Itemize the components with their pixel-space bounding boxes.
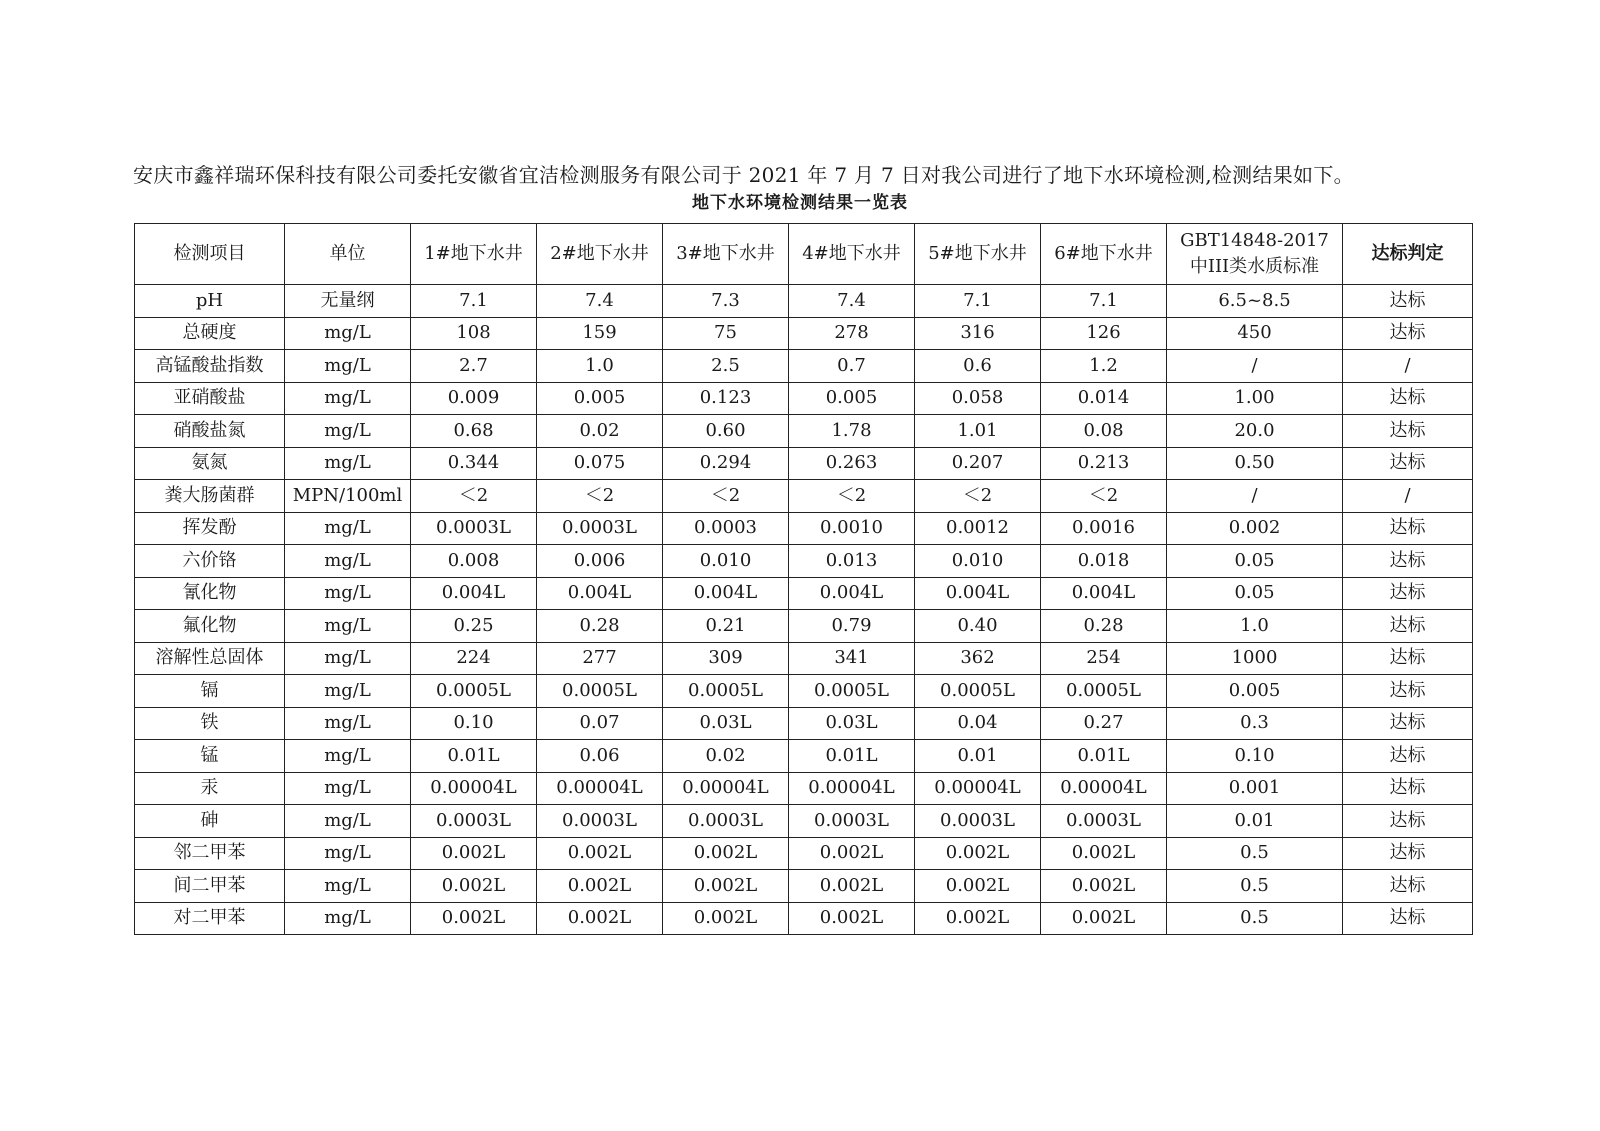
header-well-4: 4#地下水井: [789, 224, 915, 285]
row-item-cell: 邻二甲苯: [135, 837, 285, 870]
row-item-cell: 氰化物: [135, 577, 285, 610]
table-row: [135, 870, 1473, 903]
row-well-2-cell: 0.28: [537, 610, 663, 643]
row-unit-cell: mg/L: [285, 577, 411, 610]
row-judgement-cell: 达标: [1343, 837, 1473, 870]
row-unit-cell: MPN/100ml: [285, 480, 411, 513]
row-judgement-cell: 达标: [1343, 805, 1473, 838]
row-well-6-cell: ＜2: [1041, 480, 1167, 513]
row-well-4-cell: 7.4: [789, 285, 915, 318]
row-well-4-cell: 0.005: [789, 382, 915, 415]
row-well-5-cell: 362: [915, 642, 1041, 675]
row-well-4-cell: 0.79: [789, 610, 915, 643]
row-well-6-cell: 0.00004L: [1041, 772, 1167, 805]
row-well-6-cell: 0.002L: [1041, 870, 1167, 903]
row-well-5-cell: 0.04: [915, 707, 1041, 740]
row-unit-cell: mg/L: [285, 447, 411, 480]
row-well-5-cell: 316: [915, 317, 1041, 350]
table-row: [135, 902, 1473, 935]
row-well-3-cell: 0.002L: [663, 837, 789, 870]
table-row: [135, 837, 1473, 870]
row-well-3-cell: 0.03L: [663, 707, 789, 740]
row-unit-cell: mg/L: [285, 642, 411, 675]
row-unit-cell: mg/L: [285, 610, 411, 643]
table-row: [135, 350, 1473, 383]
row-judgement-cell: 达标: [1343, 382, 1473, 415]
row-well-3-cell: 0.02: [663, 740, 789, 773]
row-well-1-cell: 0.0005L: [411, 675, 537, 708]
row-judgement-cell: 达标: [1343, 772, 1473, 805]
row-well-1-cell: 0.008: [411, 545, 537, 578]
row-well-4-cell: 0.0010: [789, 512, 915, 545]
row-well-2-cell: 0.006: [537, 545, 663, 578]
row-well-3-cell: 0.0003: [663, 512, 789, 545]
row-well-1-cell: 0.68: [411, 415, 537, 448]
row-item-cell: 汞: [135, 772, 285, 805]
table-row: [135, 707, 1473, 740]
row-judgement-cell: 达标: [1343, 317, 1473, 350]
row-item-cell: 氨氮: [135, 447, 285, 480]
row-judgement-cell: 达标: [1343, 707, 1473, 740]
row-well-2-cell: 0.004L: [537, 577, 663, 610]
row-well-2-cell: 0.002L: [537, 902, 663, 935]
row-well-5-cell: 0.207: [915, 447, 1041, 480]
row-well-5-cell: 0.01: [915, 740, 1041, 773]
row-well-5-cell: 7.1: [915, 285, 1041, 318]
row-standard-cell: 0.05: [1167, 545, 1343, 578]
row-well-3-cell: 0.294: [663, 447, 789, 480]
table-row: [135, 285, 1473, 318]
row-judgement-cell: 达标: [1343, 415, 1473, 448]
row-unit-cell: mg/L: [285, 707, 411, 740]
row-well-1-cell: 0.002L: [411, 870, 537, 903]
row-well-1-cell: 0.002L: [411, 902, 537, 935]
row-standard-cell: 0.001: [1167, 772, 1343, 805]
row-well-6-cell: 0.27: [1041, 707, 1167, 740]
row-well-5-cell: 0.004L: [915, 577, 1041, 610]
row-well-1-cell: 0.004L: [411, 577, 537, 610]
row-unit-cell: mg/L: [285, 902, 411, 935]
table-row: [135, 512, 1473, 545]
table-row: [135, 772, 1473, 805]
row-standard-cell: 0.50: [1167, 447, 1343, 480]
row-item-cell: 高锰酸盐指数: [135, 350, 285, 383]
row-standard-cell: 0.5: [1167, 837, 1343, 870]
row-standard-cell: 20.0: [1167, 415, 1343, 448]
table-caption: 地下水环境检测结果一览表: [692, 193, 908, 213]
table-row: [135, 447, 1473, 480]
row-well-2-cell: 0.0003L: [537, 512, 663, 545]
row-standard-cell: 0.01: [1167, 805, 1343, 838]
row-standard-cell: 1.00: [1167, 382, 1343, 415]
table-row: [135, 610, 1473, 643]
row-item-cell: 总硬度: [135, 317, 285, 350]
row-judgement-cell: 达标: [1343, 577, 1473, 610]
row-unit-cell: mg/L: [285, 740, 411, 773]
row-standard-cell: 1000: [1167, 642, 1343, 675]
row-well-6-cell: 0.014: [1041, 382, 1167, 415]
row-item-cell: 挥发酚: [135, 512, 285, 545]
row-unit-cell: mg/L: [285, 382, 411, 415]
row-well-2-cell: 0.005: [537, 382, 663, 415]
row-well-4-cell: 0.002L: [789, 837, 915, 870]
header-item: 检测项目: [135, 224, 285, 285]
row-item-cell: 镉: [135, 675, 285, 708]
table-row: [135, 317, 1473, 350]
row-well-4-cell: 1.78: [789, 415, 915, 448]
row-well-1-cell: 0.0003L: [411, 512, 537, 545]
row-well-1-cell: 0.344: [411, 447, 537, 480]
row-well-3-cell: 0.0003L: [663, 805, 789, 838]
row-well-1-cell: 224: [411, 642, 537, 675]
row-judgement-cell: 达标: [1343, 642, 1473, 675]
row-judgement-cell: 达标: [1343, 610, 1473, 643]
row-well-4-cell: 0.002L: [789, 902, 915, 935]
row-well-2-cell: 0.002L: [537, 837, 663, 870]
row-well-4-cell: 0.0003L: [789, 805, 915, 838]
row-well-2-cell: 277: [537, 642, 663, 675]
row-well-2-cell: 159: [537, 317, 663, 350]
row-well-1-cell: 0.10: [411, 707, 537, 740]
row-judgement-cell: /: [1343, 350, 1473, 383]
row-well-4-cell: 0.004L: [789, 577, 915, 610]
row-well-2-cell: 0.00004L: [537, 772, 663, 805]
table-header: [135, 224, 1473, 285]
row-well-3-cell: 75: [663, 317, 789, 350]
table-row: [135, 805, 1473, 838]
row-well-6-cell: 0.0003L: [1041, 805, 1167, 838]
row-well-3-cell: 0.123: [663, 382, 789, 415]
row-well-6-cell: 0.28: [1041, 610, 1167, 643]
row-well-2-cell: ＜2: [537, 480, 663, 513]
row-standard-cell: 0.002: [1167, 512, 1343, 545]
row-item-cell: 亚硝酸盐: [135, 382, 285, 415]
row-well-1-cell: 108: [411, 317, 537, 350]
row-item-cell: 溶解性总固体: [135, 642, 285, 675]
row-standard-cell: 0.05: [1167, 577, 1343, 610]
header-well-1: 1#地下水井: [411, 224, 537, 285]
row-well-3-cell: 0.004L: [663, 577, 789, 610]
row-item-cell: 六价铬: [135, 545, 285, 578]
row-well-1-cell: 7.1: [411, 285, 537, 318]
row-well-4-cell: 0.7: [789, 350, 915, 383]
row-standard-cell: /: [1167, 350, 1343, 383]
row-unit-cell: mg/L: [285, 772, 411, 805]
row-well-2-cell: 0.075: [537, 447, 663, 480]
row-well-6-cell: 0.002L: [1041, 837, 1167, 870]
row-standard-cell: 0.5: [1167, 902, 1343, 935]
row-judgement-cell: 达标: [1343, 870, 1473, 903]
row-item-cell: 间二甲苯: [135, 870, 285, 903]
row-well-3-cell: ＜2: [663, 480, 789, 513]
row-well-3-cell: 0.00004L: [663, 772, 789, 805]
header-well-6: 6#地下水井: [1041, 224, 1167, 285]
row-well-2-cell: 0.06: [537, 740, 663, 773]
row-well-1-cell: ＜2: [411, 480, 537, 513]
row-well-1-cell: 0.01L: [411, 740, 537, 773]
row-well-6-cell: 1.2: [1041, 350, 1167, 383]
table-row: [135, 382, 1473, 415]
row-judgement-cell: 达标: [1343, 902, 1473, 935]
row-well-5-cell: 0.40: [915, 610, 1041, 643]
header-unit: 单位: [285, 224, 411, 285]
row-well-6-cell: 0.01L: [1041, 740, 1167, 773]
row-item-cell: 粪大肠菌群: [135, 480, 285, 513]
row-well-3-cell: 0.002L: [663, 870, 789, 903]
row-well-6-cell: 126: [1041, 317, 1167, 350]
header-judgement: 达标判定: [1343, 224, 1473, 285]
row-well-1-cell: 0.25: [411, 610, 537, 643]
row-well-6-cell: 0.002L: [1041, 902, 1167, 935]
row-unit-cell: mg/L: [285, 805, 411, 838]
row-well-3-cell: 2.5: [663, 350, 789, 383]
table-row: [135, 642, 1473, 675]
header-standard-code: GBT14848-2017: [1180, 230, 1329, 251]
row-unit-cell: mg/L: [285, 675, 411, 708]
header-well-5: 5#地下水井: [915, 224, 1041, 285]
row-well-1-cell: 0.0003L: [411, 805, 537, 838]
row-well-6-cell: 0.004L: [1041, 577, 1167, 610]
row-well-3-cell: 0.010: [663, 545, 789, 578]
row-well-4-cell: 0.0005L: [789, 675, 915, 708]
row-item-cell: 硝酸盐氮: [135, 415, 285, 448]
row-well-6-cell: 0.0016: [1041, 512, 1167, 545]
row-unit-cell: mg/L: [285, 317, 411, 350]
row-judgement-cell: /: [1343, 480, 1473, 513]
header-standard: [1167, 224, 1343, 285]
row-well-6-cell: 0.213: [1041, 447, 1167, 480]
row-item-cell: 氟化物: [135, 610, 285, 643]
row-standard-cell: 0.005: [1167, 675, 1343, 708]
row-well-3-cell: 0.0005L: [663, 675, 789, 708]
row-well-1-cell: 0.002L: [411, 837, 537, 870]
row-well-3-cell: 309: [663, 642, 789, 675]
table-body: [135, 285, 1473, 935]
row-judgement-cell: 达标: [1343, 675, 1473, 708]
row-standard-cell: 0.10: [1167, 740, 1343, 773]
row-well-1-cell: 0.00004L: [411, 772, 537, 805]
row-well-3-cell: 7.3: [663, 285, 789, 318]
row-judgement-cell: 达标: [1343, 512, 1473, 545]
row-judgement-cell: 达标: [1343, 740, 1473, 773]
row-well-2-cell: 0.02: [537, 415, 663, 448]
row-well-4-cell: ＜2: [789, 480, 915, 513]
row-well-6-cell: 7.1: [1041, 285, 1167, 318]
row-well-5-cell: 0.058: [915, 382, 1041, 415]
row-well-6-cell: 254: [1041, 642, 1167, 675]
row-well-5-cell: 0.0005L: [915, 675, 1041, 708]
table-row: [135, 415, 1473, 448]
row-well-4-cell: 0.03L: [789, 707, 915, 740]
row-well-2-cell: 7.4: [537, 285, 663, 318]
row-well-5-cell: ＜2: [915, 480, 1041, 513]
row-item-cell: 铁: [135, 707, 285, 740]
table-row: [135, 545, 1473, 578]
row-judgement-cell: 达标: [1343, 545, 1473, 578]
row-judgement-cell: 达标: [1343, 447, 1473, 480]
row-well-4-cell: 0.01L: [789, 740, 915, 773]
row-well-5-cell: 1.01: [915, 415, 1041, 448]
row-well-4-cell: 0.002L: [789, 870, 915, 903]
row-item-cell: 对二甲苯: [135, 902, 285, 935]
row-standard-cell: /: [1167, 480, 1343, 513]
row-well-6-cell: 0.0005L: [1041, 675, 1167, 708]
row-well-3-cell: 0.002L: [663, 902, 789, 935]
row-well-5-cell: 0.00004L: [915, 772, 1041, 805]
row-unit-cell: mg/L: [285, 837, 411, 870]
row-standard-cell: 0.3: [1167, 707, 1343, 740]
row-well-4-cell: 278: [789, 317, 915, 350]
row-item-cell: 砷: [135, 805, 285, 838]
row-item-cell: 锰: [135, 740, 285, 773]
row-unit-cell: mg/L: [285, 415, 411, 448]
row-standard-cell: 1.0: [1167, 610, 1343, 643]
row-standard-cell: 0.5: [1167, 870, 1343, 903]
row-well-1-cell: 2.7: [411, 350, 537, 383]
table-row: [135, 675, 1473, 708]
header-standard-class: 中III类水质标准: [1189, 256, 1320, 277]
row-well-4-cell: 0.263: [789, 447, 915, 480]
row-well-5-cell: 0.0003L: [915, 805, 1041, 838]
header-row: [135, 224, 1473, 285]
results-table: [134, 223, 1473, 935]
row-well-2-cell: 1.0: [537, 350, 663, 383]
table-row: [135, 480, 1473, 513]
header-well-3: 3#地下水井: [663, 224, 789, 285]
table-row: [135, 740, 1473, 773]
row-well-6-cell: 0.018: [1041, 545, 1167, 578]
row-well-1-cell: 0.009: [411, 382, 537, 415]
row-item-cell: pH: [135, 285, 285, 318]
table-row: [135, 577, 1473, 610]
row-unit-cell: mg/L: [285, 350, 411, 383]
row-well-2-cell: 0.07: [537, 707, 663, 740]
row-standard-cell: 450: [1167, 317, 1343, 350]
row-unit-cell: mg/L: [285, 870, 411, 903]
row-well-3-cell: 0.60: [663, 415, 789, 448]
row-unit-cell: mg/L: [285, 545, 411, 578]
row-well-4-cell: 0.00004L: [789, 772, 915, 805]
row-well-5-cell: 0.002L: [915, 837, 1041, 870]
row-well-3-cell: 0.21: [663, 610, 789, 643]
intro-paragraph: 安庆市鑫祥瑞环保科技有限公司委托安徽省宜洁检测服务有限公司于 2021 年 7 月 7 日对我公司进行了地下水环境检测,检测结果如下。: [133, 163, 1354, 187]
row-well-2-cell: 0.0003L: [537, 805, 663, 838]
row-well-5-cell: 0.002L: [915, 902, 1041, 935]
row-well-4-cell: 0.013: [789, 545, 915, 578]
row-well-5-cell: 0.010: [915, 545, 1041, 578]
header-well-2: 2#地下水井: [537, 224, 663, 285]
row-well-6-cell: 0.08: [1041, 415, 1167, 448]
row-well-5-cell: 0.002L: [915, 870, 1041, 903]
row-unit-cell: 无量纲: [285, 285, 411, 318]
row-well-4-cell: 341: [789, 642, 915, 675]
row-unit-cell: mg/L: [285, 512, 411, 545]
row-well-5-cell: 0.6: [915, 350, 1041, 383]
row-well-5-cell: 0.0012: [915, 512, 1041, 545]
row-judgement-cell: 达标: [1343, 285, 1473, 318]
row-well-2-cell: 0.0005L: [537, 675, 663, 708]
row-standard-cell: 6.5~8.5: [1167, 285, 1343, 318]
row-well-2-cell: 0.002L: [537, 870, 663, 903]
